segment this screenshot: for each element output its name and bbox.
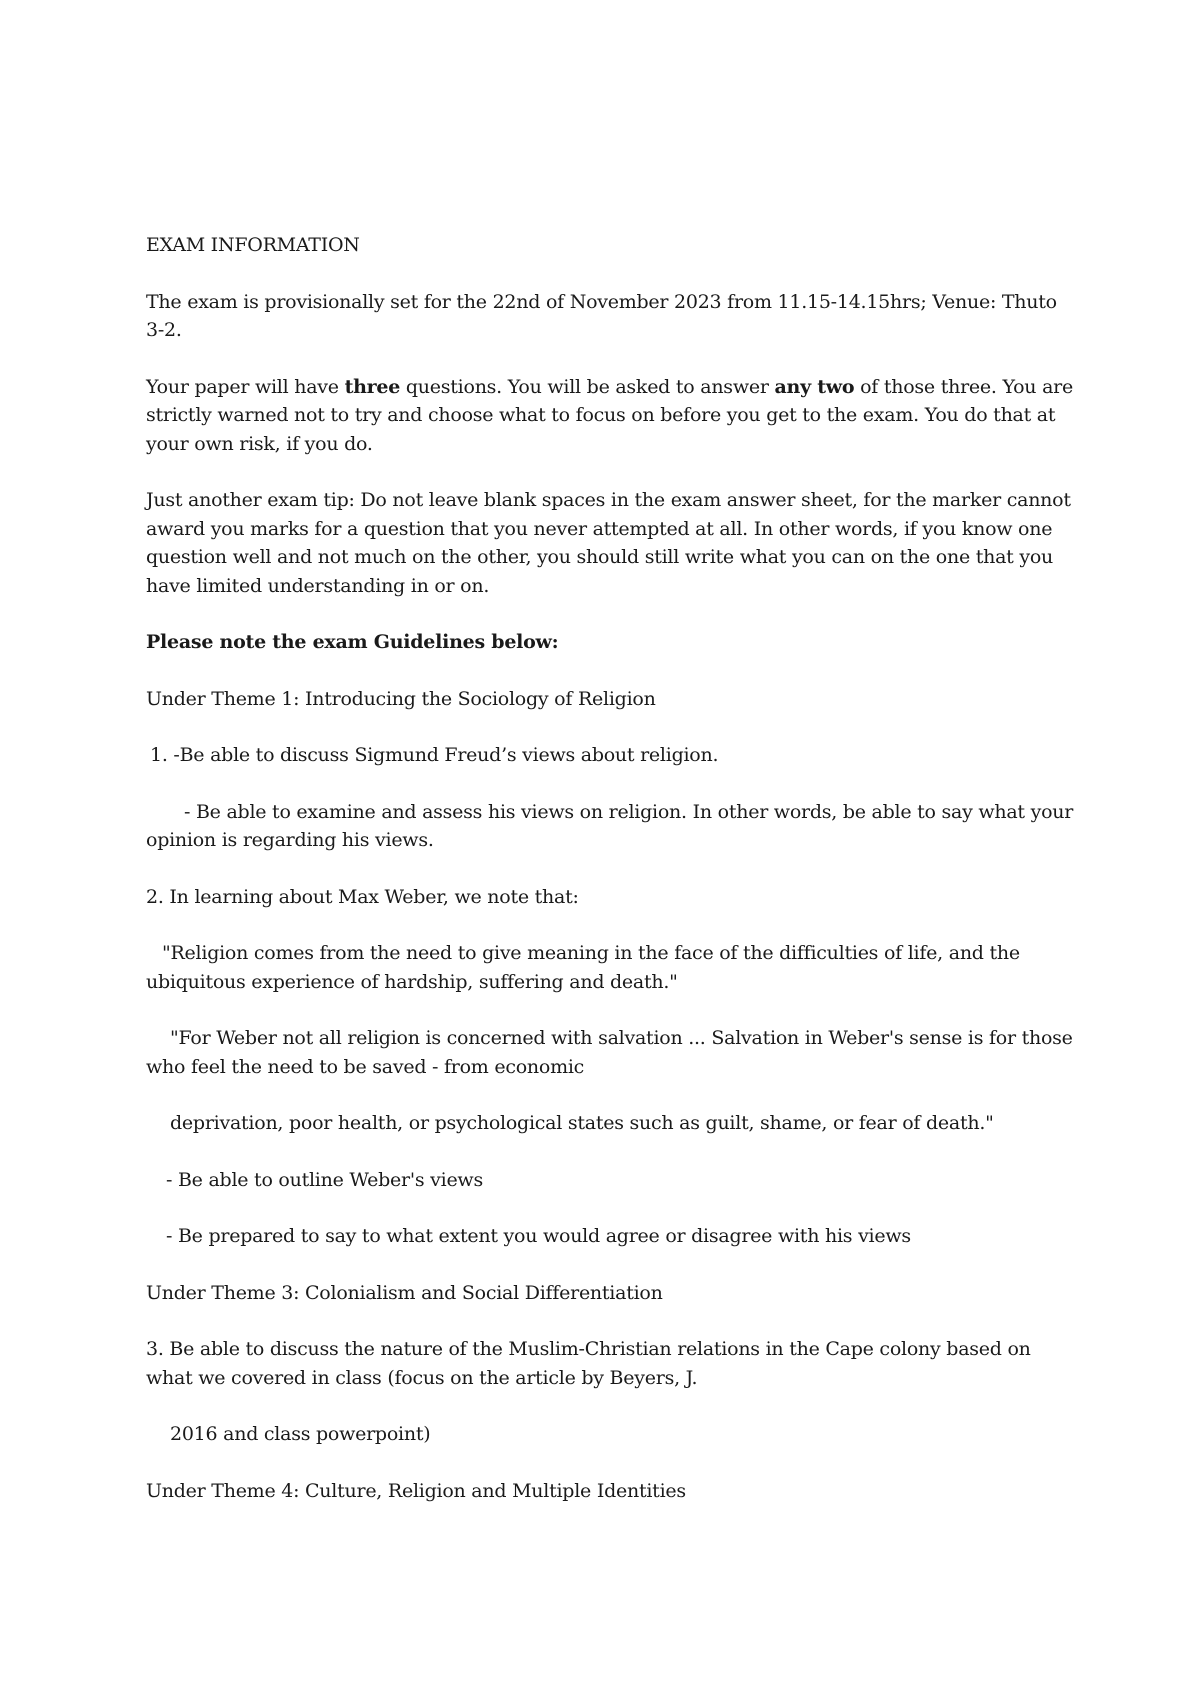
question2-quote2a (146, 1024, 1076, 1081)
question1-line1: 1. -Be able to discuss Sigmund Freud’s views about religion. (150, 744, 719, 766)
paper-intro-text-3: of those three. You are strictly warned not to try and choose what to focus on before you get to the exam. You do that at your own risk, if you do. (146, 375, 1073, 455)
question2-task1: - Be able to outline Weber's views (166, 1168, 483, 1191)
question3-line1: 3. Be able to discuss the nature of the Muslim-Christian relations in the Cape colony based on what we covered in class (focus on the article by Beyers, J. (146, 1338, 1031, 1389)
exam-title: EXAM INFORMATION (146, 234, 360, 256)
theme4-heading: Under Theme 4: Culture, Religion and Multiple Identities (146, 1479, 686, 1502)
question2-task2: - Be prepared to say to what extent you would agree or disagree with his views (166, 1225, 911, 1247)
question2-quote2b: deprivation, poor health, or psychological states such as guilt, shame, or fear of death." (170, 1112, 994, 1134)
question1-line2-text: - Be able to examine and assess his views on religion. In other words, be able to say what your opinion is regarding his views. (146, 800, 1074, 851)
exam-schedule: The exam is provisionally set for the 22nd of November 2023 from 11.15-14.15hrs; Venue: Thuto 3-2. (146, 290, 1057, 341)
paper-intro-bold-any-two: any two (774, 375, 855, 398)
paper-intro-bold-three: three (344, 375, 401, 398)
question2-quote1-text: "Religion comes from the need to give meaning in the face of the difficulties of life, and the ubiquitous experience of hardship, suffering and death." (146, 942, 1020, 993)
question2-quote2a-text: "For Weber not all religion is concerned with salvation ... Salvation in Weber's sense is for those who feel the need to be saved - from economic (146, 1027, 1073, 1078)
question2-intro: 2. In learning about Max Weber, we note that: (146, 885, 579, 908)
theme1-heading: Under Theme 1: Introducing the Sociology of Religion (146, 687, 656, 710)
exam-tip-paragraph: Just another exam tip: Do not leave blank spaces in the exam answer sheet, for the marker cannot award you marks for a question that you never attempted at all. In other words, if you know one question well and not much on the other, you should still write what you can on the one that you have limited understanding in or on. (146, 489, 1071, 597)
theme3-heading: Under Theme 3: Colonialism and Social Differentiation (146, 1281, 663, 1304)
guidelines-heading-text: Please note the exam Guidelines below: (146, 631, 559, 653)
paper-intro-paragraph (146, 373, 1076, 459)
question1-line2 (146, 798, 1076, 855)
paper-intro-text-2: questions. You will be asked to answer (400, 375, 775, 398)
question3-line2: 2016 and class powerpoint) (170, 1423, 431, 1445)
guidelines-heading (146, 628, 1076, 657)
question2-quote1 (146, 939, 1076, 996)
document-body (146, 231, 1076, 1533)
paper-intro-text-1: Your paper will have (146, 375, 345, 398)
